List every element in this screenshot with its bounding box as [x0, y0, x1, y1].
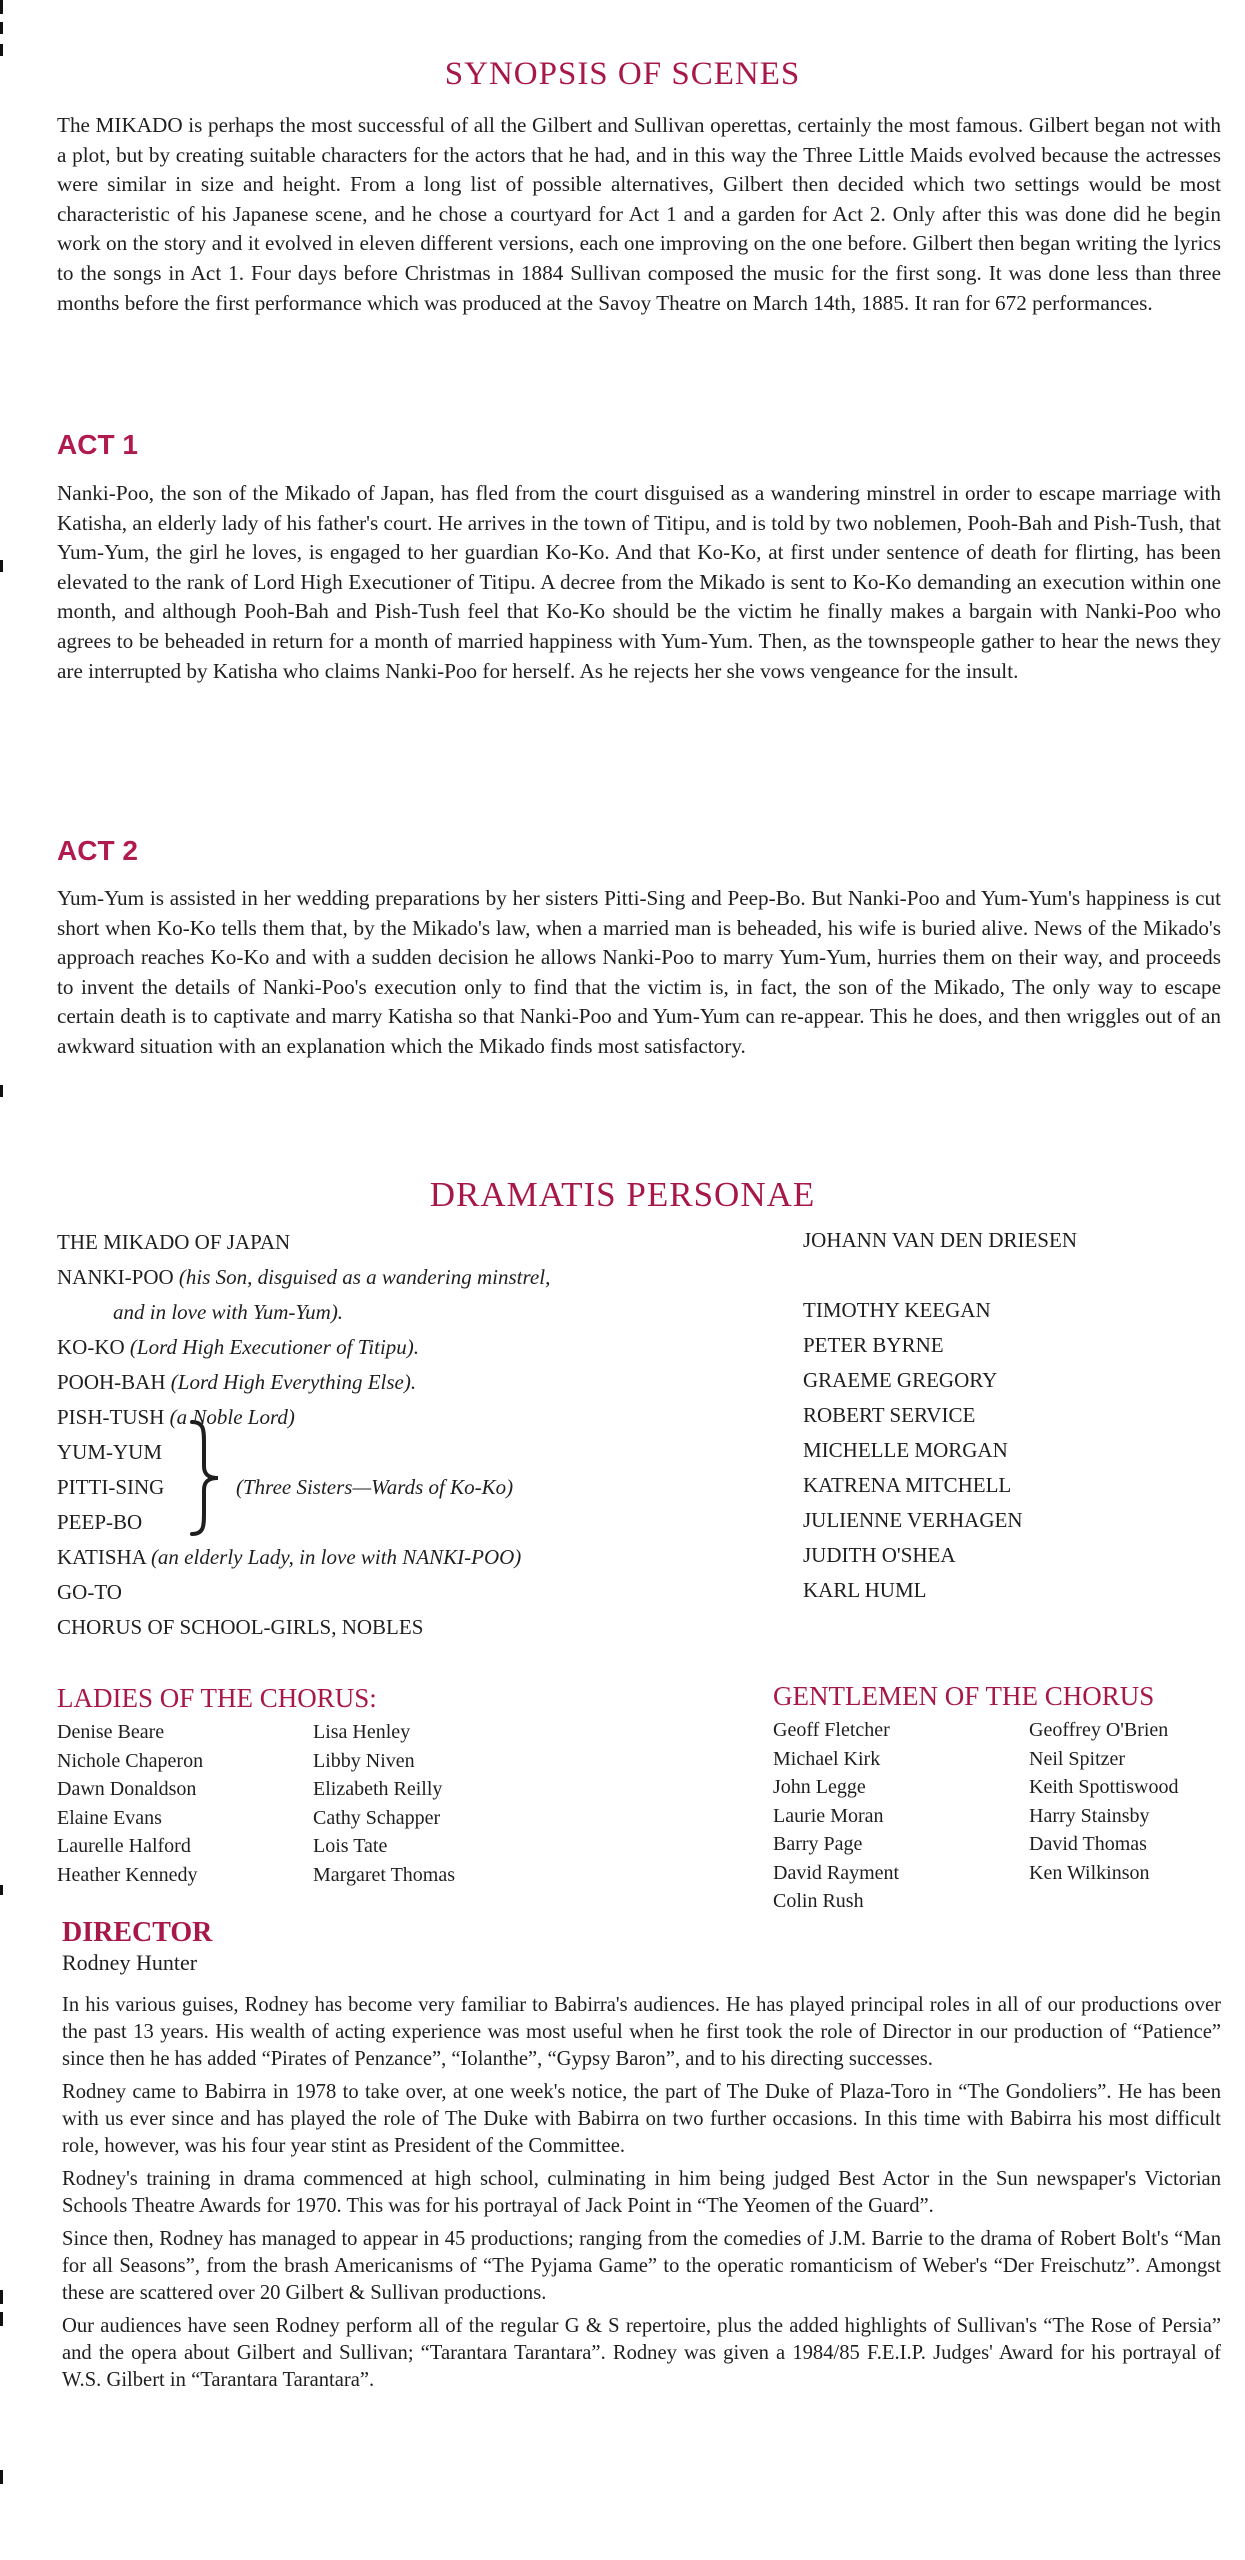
act1-heading: ACT 1 — [57, 429, 138, 460]
list-item: Nichole Chaperon — [57, 1749, 204, 1772]
actor-name: JULIENNE VERHAGEN — [803, 1508, 1023, 1532]
role-katisha — [57, 1543, 521, 1571]
ladies-list-col2 — [313, 1718, 455, 1889]
actor-name: PETER BYRNE — [803, 1333, 944, 1357]
act2-heading: ACT 2 — [57, 835, 138, 866]
list-item: Elaine Evans — [57, 1806, 162, 1829]
list-item: Lois Tate — [313, 1835, 388, 1857]
act1-section — [57, 479, 1221, 686]
role-pitti-sing: PITTI-SING — [57, 1475, 165, 1499]
list-item: Elizabeth Reilly — [313, 1778, 443, 1800]
role-name: KO-KO — [57, 1335, 125, 1359]
margin-mark — [0, 0, 3, 14]
ladies-list-col1 — [57, 1718, 203, 1889]
act1-text: Nanki-Poo, the son of the Mikado of Japan, has fled from the court disguised as a wandering minstrel in order to escape marriage with Katisha, an elderly lady of his father's court. He arrives in the town of Titipu, and is told by two noblemen, Pooh-Bah and Pish-Tush, that Yum-Yum, the girl he loves, is engaged to her guardian Ko-Ko. And that Ko-Ko, at first under sentence of death for flirting, has been elevated to the rank of Lord High Executioner of Titipu. A decree from the Mikado is sent to Ko-Ko demanding an execution within one month, and although Pooh-Bah and Pish-Tush feel that Ko-Ko should be the victim he finally makes a bargain with Nanki-Poo who agrees to be beheaded in return for a month of married happiness with Yum-Yum. Then, as the townspeople gather to hear the news they are interrupted by Katisha who claims Nanki-Poo for herself. As he rejects her she vows vengeance for the insult. — [57, 481, 1221, 683]
list-item: Dawn Donaldson — [57, 1778, 197, 1800]
actor-name: KARL HUML — [803, 1578, 927, 1602]
gentlemen-list-col1 — [773, 1716, 899, 1916]
act2-section — [57, 884, 1221, 1062]
sisters-brace-icon — [188, 1420, 222, 1536]
role-peep-bo: PEEP-BO — [57, 1510, 143, 1534]
role-mikado: THE MIKADO OF JAPAN — [57, 1230, 291, 1254]
list-item: Margaret Thomas — [313, 1863, 456, 1886]
synopsis-title: SYNOPSIS OF SCENES — [444, 56, 801, 92]
synopsis-intro — [57, 111, 1221, 318]
margin-mark — [0, 22, 3, 34]
role-description-cont: and in love with Yum-Yum). — [113, 1300, 344, 1324]
actor-name: JUDITH O'SHEA — [803, 1543, 956, 1567]
ladies-heading: LADIES OF THE CHORUS: — [57, 1683, 377, 1713]
actor-name: ROBERT SERVICE — [803, 1403, 976, 1427]
list-item: David Thomas — [1029, 1833, 1147, 1855]
list-item: Laurelle Halford — [57, 1835, 191, 1857]
list-item: Denise Beare — [57, 1721, 165, 1743]
role-description: (Lord High Executioner of Titipu). — [129, 1335, 420, 1359]
synopsis-intro-text: The MIKADO is perhaps the most successful of all the Gilbert and Sullivan operettas, certainly the most famous. Gilbert began not with a plot, but by creating suitable characters for the actors that he had, and in this way the Three Little Maids evolved because the actresses were similar in size and height. From a long list of possible alternatives, Gilbert then decided which two settings would be most characteristic of his Japanese scene, and he chose a courtyard for Act 1 and a garden for Act 2. Only after this was done did he begin work on the story and it evolved in eleven different versions, each one improving on the one before. Gilbert then began writing the lyrics to the songs in Act 1. Four days before Christmas in 1884 Sullivan composed the music for the first song. It was done less than three months before the first performance which was produced at the Savoy Theatre on March 14th, 1885. It ran for 672 performances. — [57, 113, 1221, 315]
list-item: Geoffrey O'Brien — [1029, 1719, 1169, 1741]
margin-mark — [0, 2312, 3, 2326]
list-item: Neil Spitzer — [1029, 1747, 1126, 1770]
list-item: John Legge — [773, 1776, 866, 1798]
role-yum-yum: YUM-YUM — [57, 1440, 162, 1464]
role-chorus: CHORUS OF SCHOOL-GIRLS, NOBLES — [57, 1615, 424, 1639]
gentlemen-heading: GENTLEMEN OF THE CHORUS — [773, 1681, 1155, 1711]
actor-name: KATRENA MITCHELL — [803, 1473, 1012, 1497]
list-item: Harry Stainsby — [1029, 1804, 1150, 1827]
director-name: Rodney Hunter — [62, 1950, 198, 1975]
bio-paragraph: Rodney came to Babirra in 1978 to take over, at one week's notice, the part of The Duke of Plaza-Toro in “The Gondoliers”. He has been with us ever since and has played the role of The Duke with Babirra on two further occasions. In this time with Babirra his most difficult role, however, was his four year stint as President of the Committee. — [62, 2081, 1221, 2157]
role-nanki-poo — [57, 1263, 550, 1291]
list-item: Heather Kennedy — [57, 1863, 198, 1886]
role-ko-ko — [57, 1333, 419, 1361]
list-item: Laurie Moran — [773, 1804, 884, 1827]
director-bio — [62, 1992, 1221, 2400]
margin-mark — [0, 44, 3, 56]
margin-mark — [0, 560, 3, 572]
actor-name: JOHANN VAN DEN DRIESEN — [803, 1228, 1077, 1252]
role-pish-tush — [57, 1403, 295, 1431]
list-item: Colin Rush — [773, 1890, 864, 1912]
bio-paragraph: In his various guises, Rodney has become very familiar to Babirra's audiences. He has played principal roles in all of our productions over the past 13 years. His wealth of acting experience was most useful when he first took the role of Director in our production of “Patience” since then he has added “Pirates of Penzance”, “Iolanthe”, “Gypsy Baron”, and to his directing successes. — [62, 1994, 1221, 2070]
list-item: David Rayment — [773, 1861, 900, 1884]
role-name: PISH-TUSH — [57, 1405, 165, 1429]
list-item: Geoff Fletcher — [773, 1719, 890, 1741]
role-name: KATISHA — [57, 1545, 146, 1569]
bio-paragraph: Our audiences have seen Rodney perform all of the regular G & S repertoire, plus the added highlights of Sullivan's “The Rose of Persia” and the opera about Gilbert and Sullivan; “Tarantara Tarantara”. Rodney was given a 1984/85 F.E.I.P. Judges' Award for his portrayal of W.S. Gilbert in “Tarantara Tarantara”. — [62, 2315, 1221, 2391]
role-description: (a Noble Lord) — [169, 1405, 295, 1429]
actor-name: MICHELLE MORGAN — [803, 1438, 1008, 1462]
director-heading: DIRECTOR — [62, 1917, 213, 1948]
role-name: POOH-BAH — [57, 1370, 166, 1394]
list-item: Barry Page — [773, 1833, 863, 1855]
margin-mark — [0, 1885, 3, 1895]
list-item: Ken Wilkinson — [1029, 1861, 1150, 1884]
sisters-description: (Three Sisters—Wards of Ko-Ko) — [236, 1475, 514, 1499]
list-item: Lisa Henley — [313, 1721, 411, 1743]
list-item: Cathy Schapper — [313, 1806, 441, 1829]
margin-mark — [0, 2290, 3, 2304]
margin-mark — [0, 1085, 3, 1097]
gentlemen-list-col2 — [1029, 1716, 1178, 1887]
role-description: (Lord High Everything Else). — [170, 1370, 417, 1394]
role-description: (his Son, disguised as a wandering minstrel, — [178, 1265, 551, 1289]
dramatis-title: DRAMATIS PERSONAE — [429, 1175, 816, 1214]
actor-name: GRAEME GREGORY — [803, 1368, 998, 1392]
margin-mark — [0, 2470, 3, 2484]
actor-name: TIMOTHY KEEGAN — [803, 1298, 991, 1322]
list-item: Michael Kirk — [773, 1747, 881, 1770]
act2-text: Yum-Yum is assisted in her wedding preparations by her sisters Pitti-Sing and Peep-Bo. But Nanki-Poo and Yum-Yum's happiness is cut short when Ko-Ko tells them that, by the Mikado's law, when a married man is beheaded, his wife is buried alive. News of the Mikado's approach reaches Ko-Ko and with a sudden decision he allows Nanki-Poo to marry Yum-Yum, hurries them on their way, and proceeds to invent the details of Nanki-Poo's execution only to find that the victim is, in fact, the son of the Mikado, The only way to escape certain death is to captivate and marry Katisha so that Nanki-Poo and Yum-Yum can re-appear. This he does, and then wriggles out of an awkward situation with an explanation which the Mikado finds most satisfactory. — [57, 886, 1221, 1058]
list-item: Libby Niven — [313, 1749, 415, 1772]
role-name: NANKI-POO — [57, 1265, 174, 1289]
bio-paragraph: Rodney's training in drama commenced at high school, culminating in him being judged Best Actor in the Sun newspaper's Victorian Schools Theatre Awards for 1970. This was for his portrayal of Jack Point in “The Yeomen of the Guard”. — [62, 2168, 1221, 2217]
bio-paragraph: Since then, Rodney has managed to appear in 45 productions; ranging from the comedies of J.M. Barrie to the drama of Robert Bolt's “Man for all Seasons”, from the brash Americanisms of “The Pyjama Game” to the operatic romanticism of Weber's “Der Freischutz”. Amongst these are scattered over 20 Gilbert & Sullivan productions. — [62, 2228, 1221, 2304]
role-go-to: GO-TO — [57, 1580, 122, 1604]
role-pooh-bah — [57, 1368, 416, 1396]
list-item: Keith Spottiswood — [1029, 1776, 1179, 1798]
role-description: (an elderly Lady, in love with NANKI-POO) — [150, 1545, 522, 1569]
